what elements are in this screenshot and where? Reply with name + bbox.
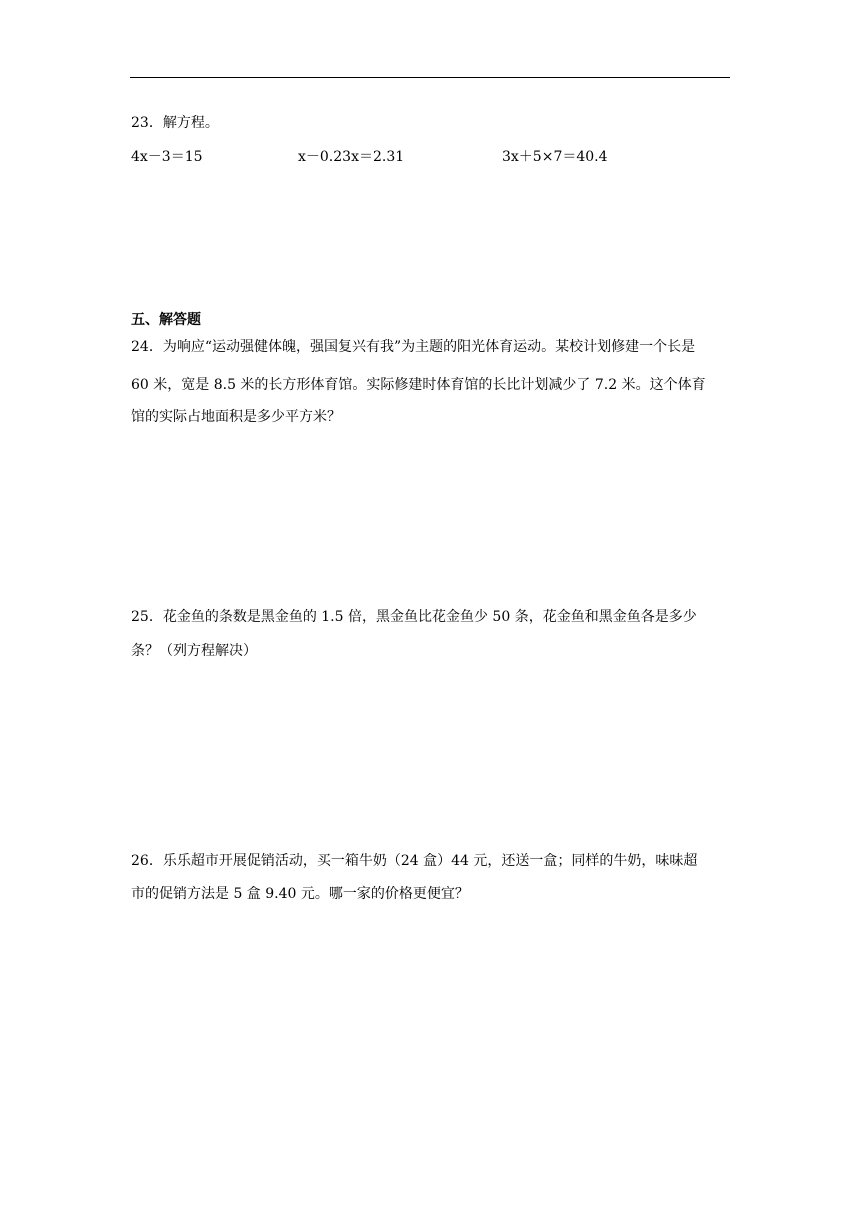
equation-3: 3x＋5×7＝40.4 bbox=[502, 149, 608, 165]
question-23-title: 23．解方程。 bbox=[131, 115, 219, 131]
equation-2: x－0.23x＝2.31 bbox=[298, 149, 405, 165]
equation-1: 4x－3＝15 bbox=[131, 149, 203, 165]
question-24-line-3: 馆的实际占地面积是多少平方米？ bbox=[131, 409, 341, 425]
question-26-line-1: 26．乐乐超市开展促销活动，买一箱牛奶（24 盒）44 元，还送一盒；同样的牛奶，味味超 bbox=[131, 853, 698, 869]
question-24-line-2: 60 米，宽是 8.5 米的长方形体育馆。实际修建时体育馆的长比计划减少了 7.2 米。这个体育 bbox=[131, 377, 706, 393]
question-24-line-1: 24．为响应“运动强健体魄，强国复兴有我”为主题的阳光体育运动。某校计划修建一个长是 bbox=[131, 339, 696, 355]
question-25-line-2: 条？（列方程解决） bbox=[131, 643, 257, 659]
question-25-line-1: 25．花金鱼的条数是黑金鱼的 1.5 倍，黑金鱼比花金鱼少 50 条，花金鱼和黑金鱼各是多少 bbox=[131, 609, 697, 625]
header-rule bbox=[130, 77, 730, 78]
section-heading: 五、解答题 bbox=[131, 312, 201, 328]
question-26-line-2: 市的促销方法是 5 盒 9.40 元。哪一家的价格更便宜？ bbox=[131, 886, 469, 902]
